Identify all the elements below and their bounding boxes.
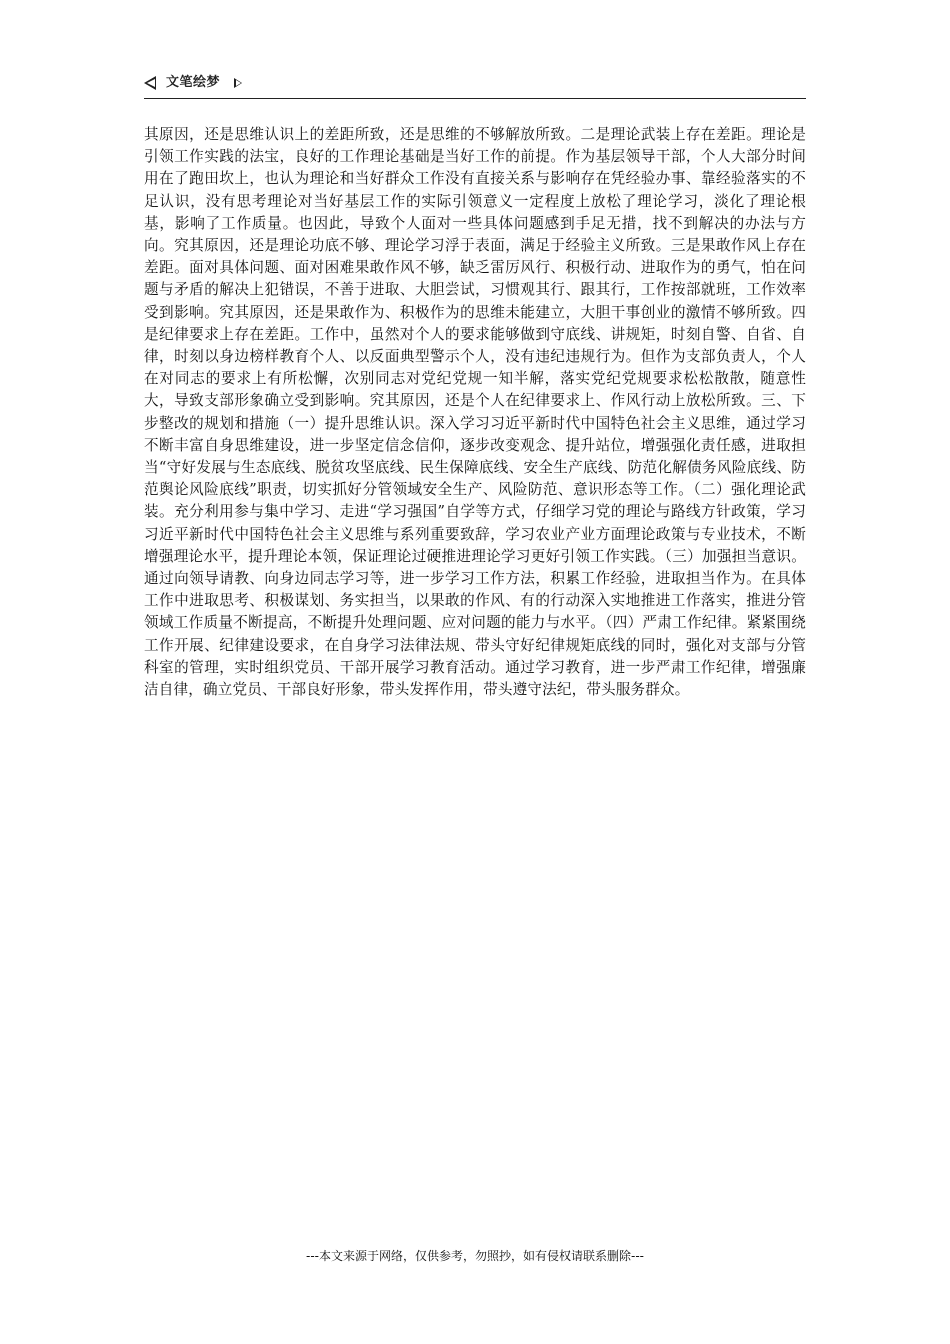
- triangle-left-inner: [147, 79, 155, 87]
- header-brand: 文笔绘梦: [166, 75, 221, 90]
- page-header: [144, 74, 806, 99]
- triangle-right-inner: [236, 80, 241, 86]
- document-body: [144, 124, 806, 701]
- page-footer: ---本文来源于网络，仅供参考，勿照抄，如有侵权请联系删除---: [306, 1249, 644, 1263]
- body-paragraph: 其原因，还是思维认识上的差距所致，还是思维的不够解放所致。二是理论武装上存在差距。理论是引领工作实践的法宝，良好的工作理论基础是当好工作的前提。作为基层领导干部，个人大部分时间用在了跑田坎上，也认为理论和当好群众工作没有直接关系与影响存在凭经验办事、靠经验落实的不足认识，没有思考理论对当好基层工作的实际引领意义一定程度上放松了理论学习，淡化了理论根基，影响了工作质量。也因此，导致个人面对一些具体问题感到手足无措，找不到解决的办法与方向。究其原因，还是理论功底不够、理论学习浮于表面，满足于经验主义所致。三是果敢作风上存在差距。面对具体问题、面对困难果敢作风不够，缺乏雷厉风行、积极行动、进取作为的勇气，怕在问题与矛盾的解决上犯错误，不善于进取、大胆尝试，习惯观其行、跟其行，工作按部就班，工作效率受到影响。究其原因，还是果敢作为、积极作为的思维未能建立，大胆干事创业的激情不够所致。四是纪律要求上存在差距。工作中，虽然对个人的要求能够做到守底线、讲规矩，时刻自警、自省、自律，时刻以身边榜样教育个人、以反面典型警示个人，没有违纪违规行为。但作为支部负责人，个人在对同志的要求上有所松懈，次别同志对党纪党规一知半解，落实党纪党规要求松松散散，随意性大，导致支部形象确立受到影响。究其原因，还是个人在纪律要求上、作风行动上放松所致。三、下步整改的规划和措施（一）提升思维认识。深入学习习近平新时代中国特色社会主义思维，通过学习不断丰富自身思维建设，进一步坚定信念信仰，逐步改变观念、提升站位，增强强化责任感，进取担当“守好发展与生态底线、脱贫攻坚底线、民生保障底线、安全生产底线、防范化解债务风险底线、防范舆论风险底线”职责，切实抓好分管领域安全生产、风险防范、意识形态等工作。（二）强化理论武装。充分利用参与集中学习、走进“学习强国”自学等方式，仔细学习党的理论与路线方针政策，学习习近平新时代中国特色社会主义思维与系列重要致辞，学习农业产业方面理论政策与专业技术，不断增强理论水平，提升理论本领，保证理论过硬推进理论学习更好引领工作实践。（三）加强担当意识。通过向领导请教、向身边同志学习等，进一步学习工作方法，积累工作经验，进取担当作为。在具体工作中进取思考、积极谋划、务实担当，以果敢的作风、有的行动深入实地推进工作落实，推进分管领域工作质量不断提高，不断提升处理问题、应对问题的能力与水平。（四）严肃工作纪律。紧紧围绕工作开展、纪律建设要求，在自身学习法律法规、带头守好纪律规矩底线的同时，强化对支部与分管科室的管理，实时组织党员、干部开展学习教育活动。通过学习教育，进一步严肃工作纪律，增强廉洁自律，确立党员、干部良好形象，带头发挥作用，带头遵守法纪，带头服务群众。: [144, 126, 806, 699]
